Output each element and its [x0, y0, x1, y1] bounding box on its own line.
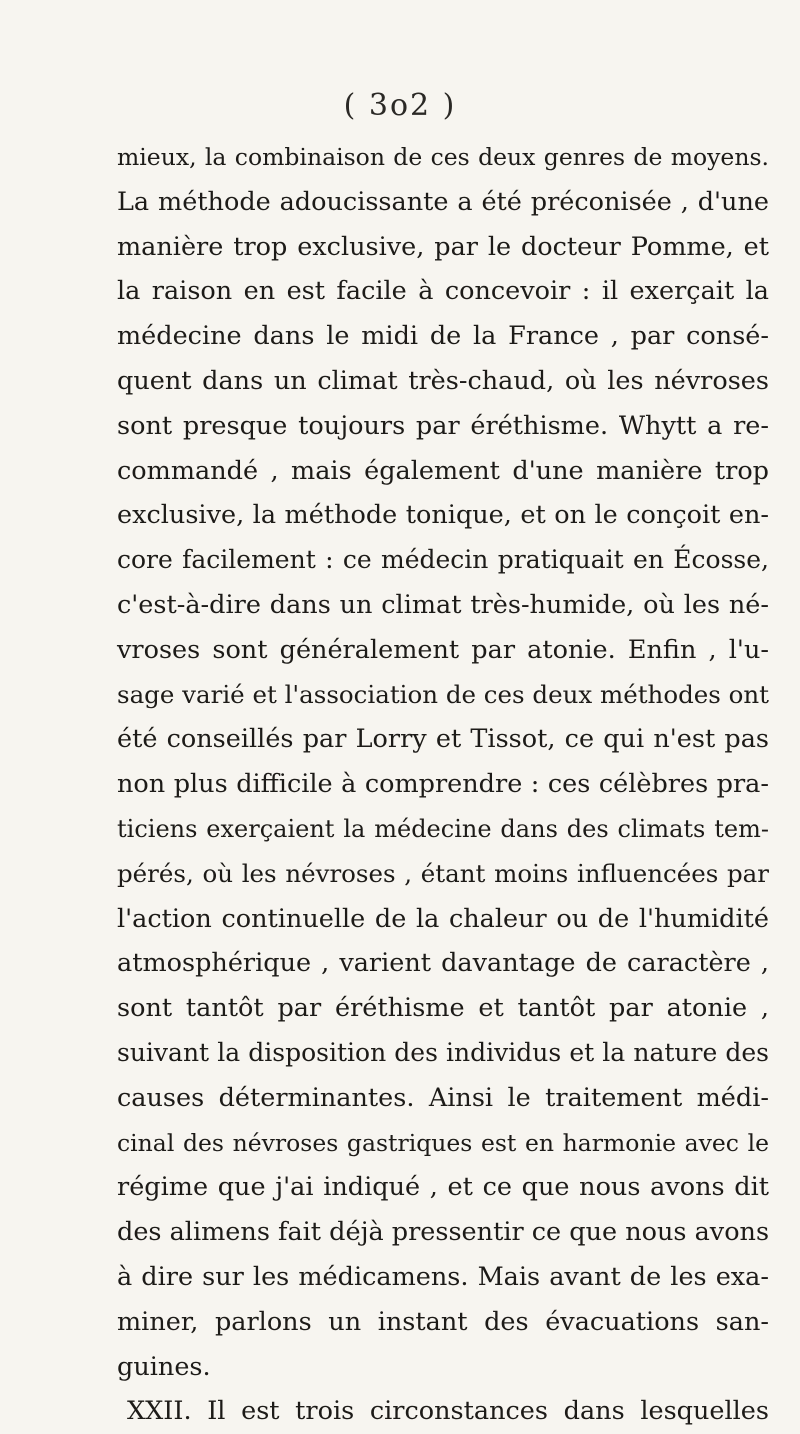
text-line: non plus difficile à comprendre : ces célèbres pra- — [117, 769, 769, 800]
section-heading-line: XXII. Il est trois circonstances dans lesquelles — [127, 1396, 769, 1427]
text-line: atmosphérique , varient davantage de caractère , — [117, 948, 769, 979]
text-line: causes déterminantes. Ainsi le traitement médi- — [117, 1082, 769, 1113]
text-line: La méthode adoucissante a été préconisée , d'une — [117, 186, 769, 217]
text-line: exclusive, la méthode tonique, et on le conçoit en- — [117, 500, 769, 531]
text-line: guines. — [117, 1351, 211, 1382]
text-line: des alimens fait déjà pressentir ce que nous avons — [117, 1217, 770, 1248]
text-line: core facilement : ce médecin pratiquait en Écosse, — [117, 545, 769, 575]
text-line: cinal des névroses gastriques est en harmonie avec le — [117, 1128, 769, 1157]
text-line: miner, parlons un instant des évacuations san- — [117, 1306, 769, 1337]
text-line: à dire sur les médicamens. Mais avant de les exa- — [117, 1261, 769, 1292]
text-line: vroses sont généralement par atonie. Enfin , l'u- — [117, 634, 769, 665]
text-line: la raison en est facile à concevoir : il exerçait la — [117, 276, 769, 307]
page-number: ( 3o2 ) — [343, 88, 457, 123]
text-line: régime que j'ai indiqué , et ce que nous avons dit — [117, 1172, 769, 1203]
text-line: c'est-à-dire dans un climat très-humide, où les né- — [117, 589, 769, 620]
text-line: commandé , mais également d'une manière trop — [117, 455, 769, 486]
text-line: été conseillés par Lorry et Tissot, ce qui n'est pas — [117, 724, 769, 755]
text-line: sage varié et l'association de ces deux méthodes ont — [117, 679, 769, 709]
text-line: mieux, la combinaison de ces deux genres de moyens. — [117, 143, 769, 171]
text-line: sont tantôt par éréthisme et tantôt par atonie , — [117, 993, 769, 1024]
text-line: sont presque toujours par éréthisme. Whytt a re- — [117, 410, 769, 441]
text-line: pérés, où les névroses , étant moins influencées par — [117, 858, 769, 888]
text-line: l'action continuelle de la chaleur ou de l'humidité — [117, 903, 769, 934]
text-line: médecine dans le midi de la France , par consé- — [117, 321, 769, 352]
text-line: manière trop exclusive, par le docteur Pomme, et — [117, 231, 769, 262]
text-line: ticiens exerçaient la médecine dans des climats tem- — [117, 814, 769, 843]
text-line: quent dans un climat très-chaud, où les névroses — [117, 365, 769, 396]
text-line: suivant la disposition des individus et la nature des — [117, 1037, 769, 1067]
body-text — [117, 135, 769, 1434]
